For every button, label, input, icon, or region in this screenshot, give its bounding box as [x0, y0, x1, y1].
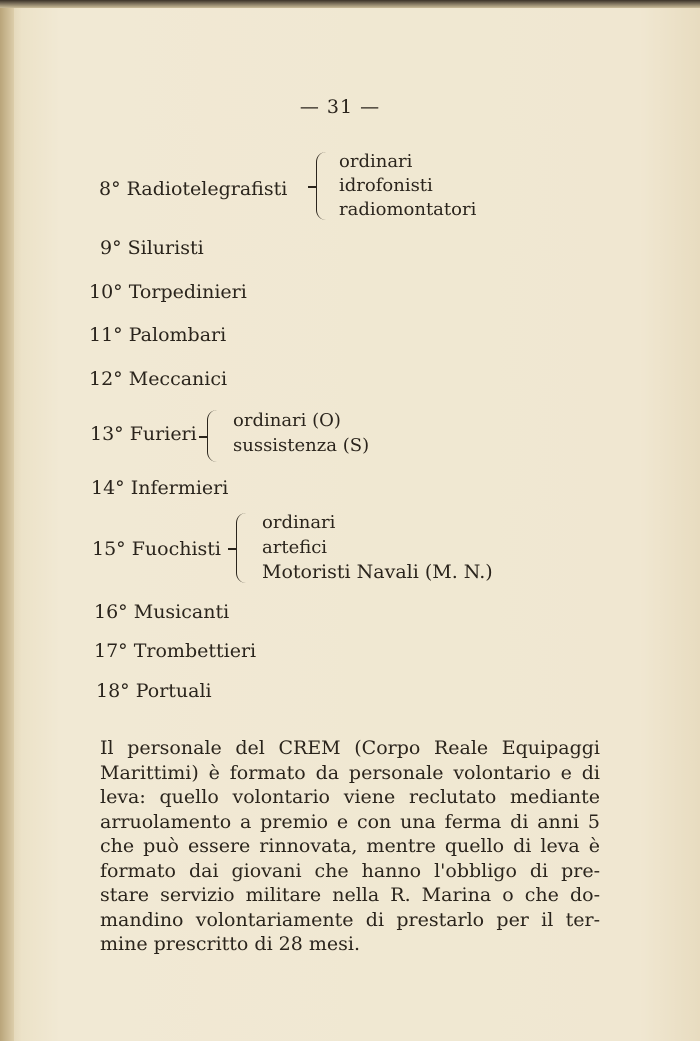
rank-number: 11°	[89, 324, 123, 346]
rank-item-16	[94, 601, 229, 623]
rank-subtype: ordinari (O)	[233, 410, 341, 431]
rank-subtype: ordinari	[262, 512, 336, 533]
rank-name: Infermieri	[130, 477, 229, 499]
rank-item-15	[92, 538, 221, 560]
rank-subtype: sussistenza (S)	[233, 435, 370, 456]
body-paragraph	[100, 736, 600, 957]
rank-item-9	[100, 237, 204, 259]
paragraph-line: Marittimi) è formato da personale volontario e di	[100, 761, 600, 784]
rank-item-8	[99, 178, 287, 200]
rank-subtype: Motoristi Navali (M. N.)	[262, 561, 493, 583]
rank-item-17	[94, 640, 256, 662]
rank-number: 12°	[89, 368, 123, 390]
paragraph-line: che può essere rinnovata, mentre quello di leva è	[100, 835, 600, 857]
rank-number: 9°	[100, 237, 122, 259]
rank-name: Furieri	[129, 423, 197, 445]
rank-number: 13°	[90, 423, 124, 445]
rank-item-10	[89, 281, 247, 303]
page-spine-shadow	[0, 0, 14, 1041]
brace	[207, 410, 218, 462]
page-number: — 31 —	[299, 96, 381, 118]
rank-item-11	[89, 324, 226, 346]
paragraph-line: Il personale del CREM (Corpo Reale Equipaggi	[100, 737, 600, 759]
rank-number: 10°	[89, 281, 123, 303]
rank-name: Musicanti	[133, 601, 230, 623]
page-top-edge	[0, 0, 700, 8]
rank-item-18	[96, 680, 212, 702]
brace	[316, 152, 327, 220]
paragraph-line: leva: quello volontario viene reclutato mediante	[100, 786, 600, 808]
paragraph-line: mine prescritto di 28 mesi.	[100, 933, 361, 955]
rank-number: 8°	[99, 178, 121, 200]
rank-subtype: artefici	[262, 537, 328, 558]
rank-number: 18°	[96, 680, 130, 702]
rank-name: Fuochisti	[131, 538, 222, 560]
paragraph-line: arruolamento a premio e con una ferma di anni 5	[100, 810, 600, 833]
rank-subtype: radiomontatori	[339, 199, 477, 220]
rank-number: 17°	[94, 640, 128, 662]
rank-name: Palombari	[128, 324, 227, 346]
rank-item-13	[90, 423, 197, 445]
rank-item-14	[91, 477, 228, 499]
rank-subtype: idrofonisti	[339, 175, 433, 196]
rank-number: 15°	[92, 538, 126, 560]
paragraph-line: mandino volontariamente di prestarlo per il ter-	[100, 908, 600, 931]
rank-name: Torpedinieri	[128, 281, 247, 303]
rank-subtype: ordinari	[339, 151, 413, 172]
rank-number: 16°	[94, 601, 128, 623]
brace	[236, 513, 247, 583]
rank-item-12	[89, 368, 227, 390]
rank-name: Trombettieri	[133, 640, 257, 662]
paragraph-line: stare servizio militare nella R. Marina o che do-	[100, 884, 600, 906]
rank-name: Meccanici	[128, 368, 228, 390]
rank-name: Portuali	[135, 680, 212, 702]
rank-name: Radiotelegrafisti	[126, 178, 288, 200]
rank-number: 14°	[91, 477, 125, 499]
rank-name: Siluristi	[127, 237, 204, 259]
paragraph-line: formato dai giovani che hanno l'obbligo di pre-	[100, 859, 600, 882]
